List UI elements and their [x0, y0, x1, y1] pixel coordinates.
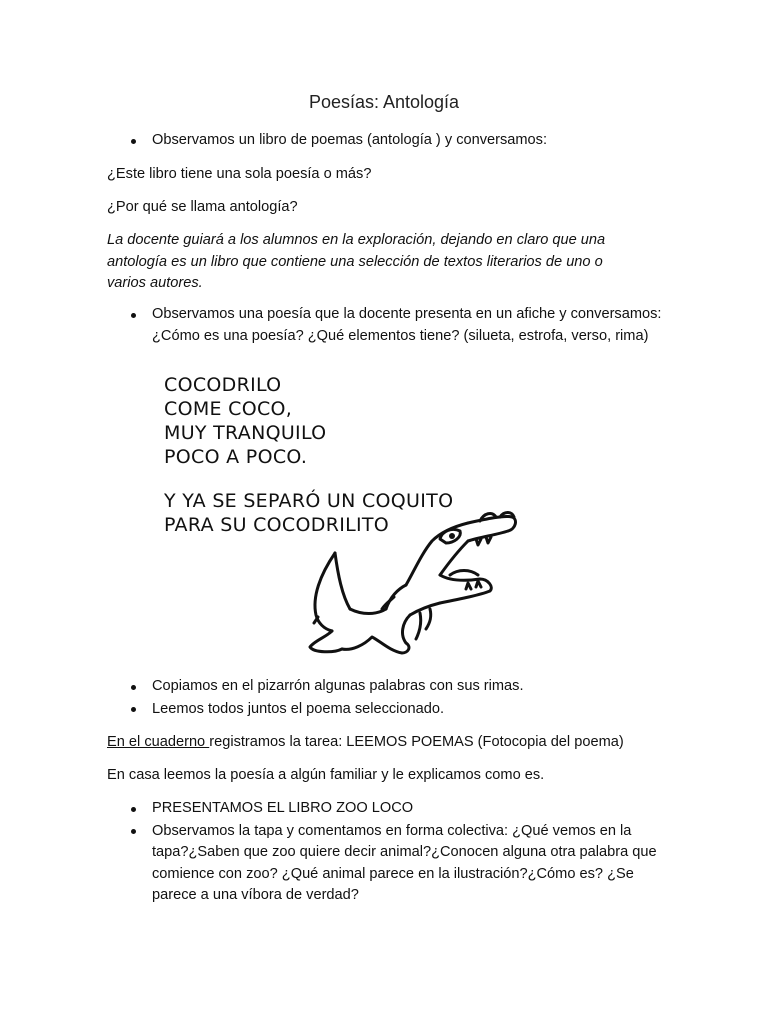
question-text: ¿Este libro tiene una sola poesía o más? [107, 166, 372, 182]
bullet-icon [131, 707, 136, 712]
bullet-list-3 [107, 676, 667, 721]
bullet-icon [131, 139, 136, 144]
stanza-gap [164, 469, 453, 489]
bullet-icon [131, 807, 136, 812]
croc-eye-pupil [449, 533, 455, 539]
question-text: ¿Por qué se llama antología? [107, 199, 298, 215]
notebook-rest-text: registramos la tarea: LEEMOS POEMAS (Fotocopia del poema) [209, 734, 624, 750]
bullet-list-4 [107, 798, 667, 908]
poem-line: POCO A POCO. [164, 446, 308, 468]
list-item-text: Observamos un libro de poemas (antología ) y conversamos: [152, 132, 548, 148]
list-item-text: Copiamos en el pizarrón algunas palabras con sus rimas. [152, 678, 524, 694]
bullet-icon [131, 313, 136, 318]
notebook-underlined-text: En el cuaderno [107, 734, 210, 750]
poem-line: COCODRILO [164, 374, 282, 396]
list-item-text: PRESENTAMOS EL LIBRO ZOO LOCO [152, 800, 414, 816]
poem-line: MUY TRANQUILO [164, 422, 327, 444]
bullet-list-1 [107, 130, 667, 153]
list-item [107, 676, 667, 698]
page-title: Poesías: Antología [308, 92, 460, 112]
home-note: En casa leemos la poesía a algún familiar y le explicamos como es. [107, 767, 545, 783]
list-item [107, 821, 667, 907]
list-item [107, 304, 667, 347]
poem-line: COME COCO, [164, 398, 293, 420]
teacher-note: La docente guiará a los alumnos en la exploración, dejando en claro que una antología es un libro que contiene una selección de textos literarios de uno o varios autores. [107, 232, 606, 291]
list-item [107, 699, 667, 721]
list-item [107, 130, 667, 152]
list-item-text: Leemos todos juntos el poema seleccionado. [152, 700, 445, 717]
crocodile-illustration [290, 505, 530, 665]
bullet-list-2 [107, 304, 667, 348]
poem-line: PARA SU COCODRILITO [164, 514, 390, 536]
list-item [107, 798, 667, 820]
bullet-icon [131, 829, 136, 834]
bullet-icon [131, 685, 136, 690]
poem-line: Y YA SE SEPARÓ UN COQUITO [164, 490, 454, 512]
list-item-text: Observamos una poesía que la docente presenta en un afiche y conversamos: ¿Cómo es una poesía? ¿Qué elementos tiene? (silueta, estrofa, verso, rima) [152, 306, 662, 344]
list-item-text: Observamos la tapa y comentamos en forma colectiva: ¿Qué vemos en la tapa?¿Saben que zoo quiere decir animal?¿Conocen alguna otra palabra que comience con zoo? ¿Qué animal parece en la ilustración?¿Cómo es? ¿Se parece a una víbora de verdad? [152, 822, 657, 903]
notebook-instruction [107, 732, 667, 754]
